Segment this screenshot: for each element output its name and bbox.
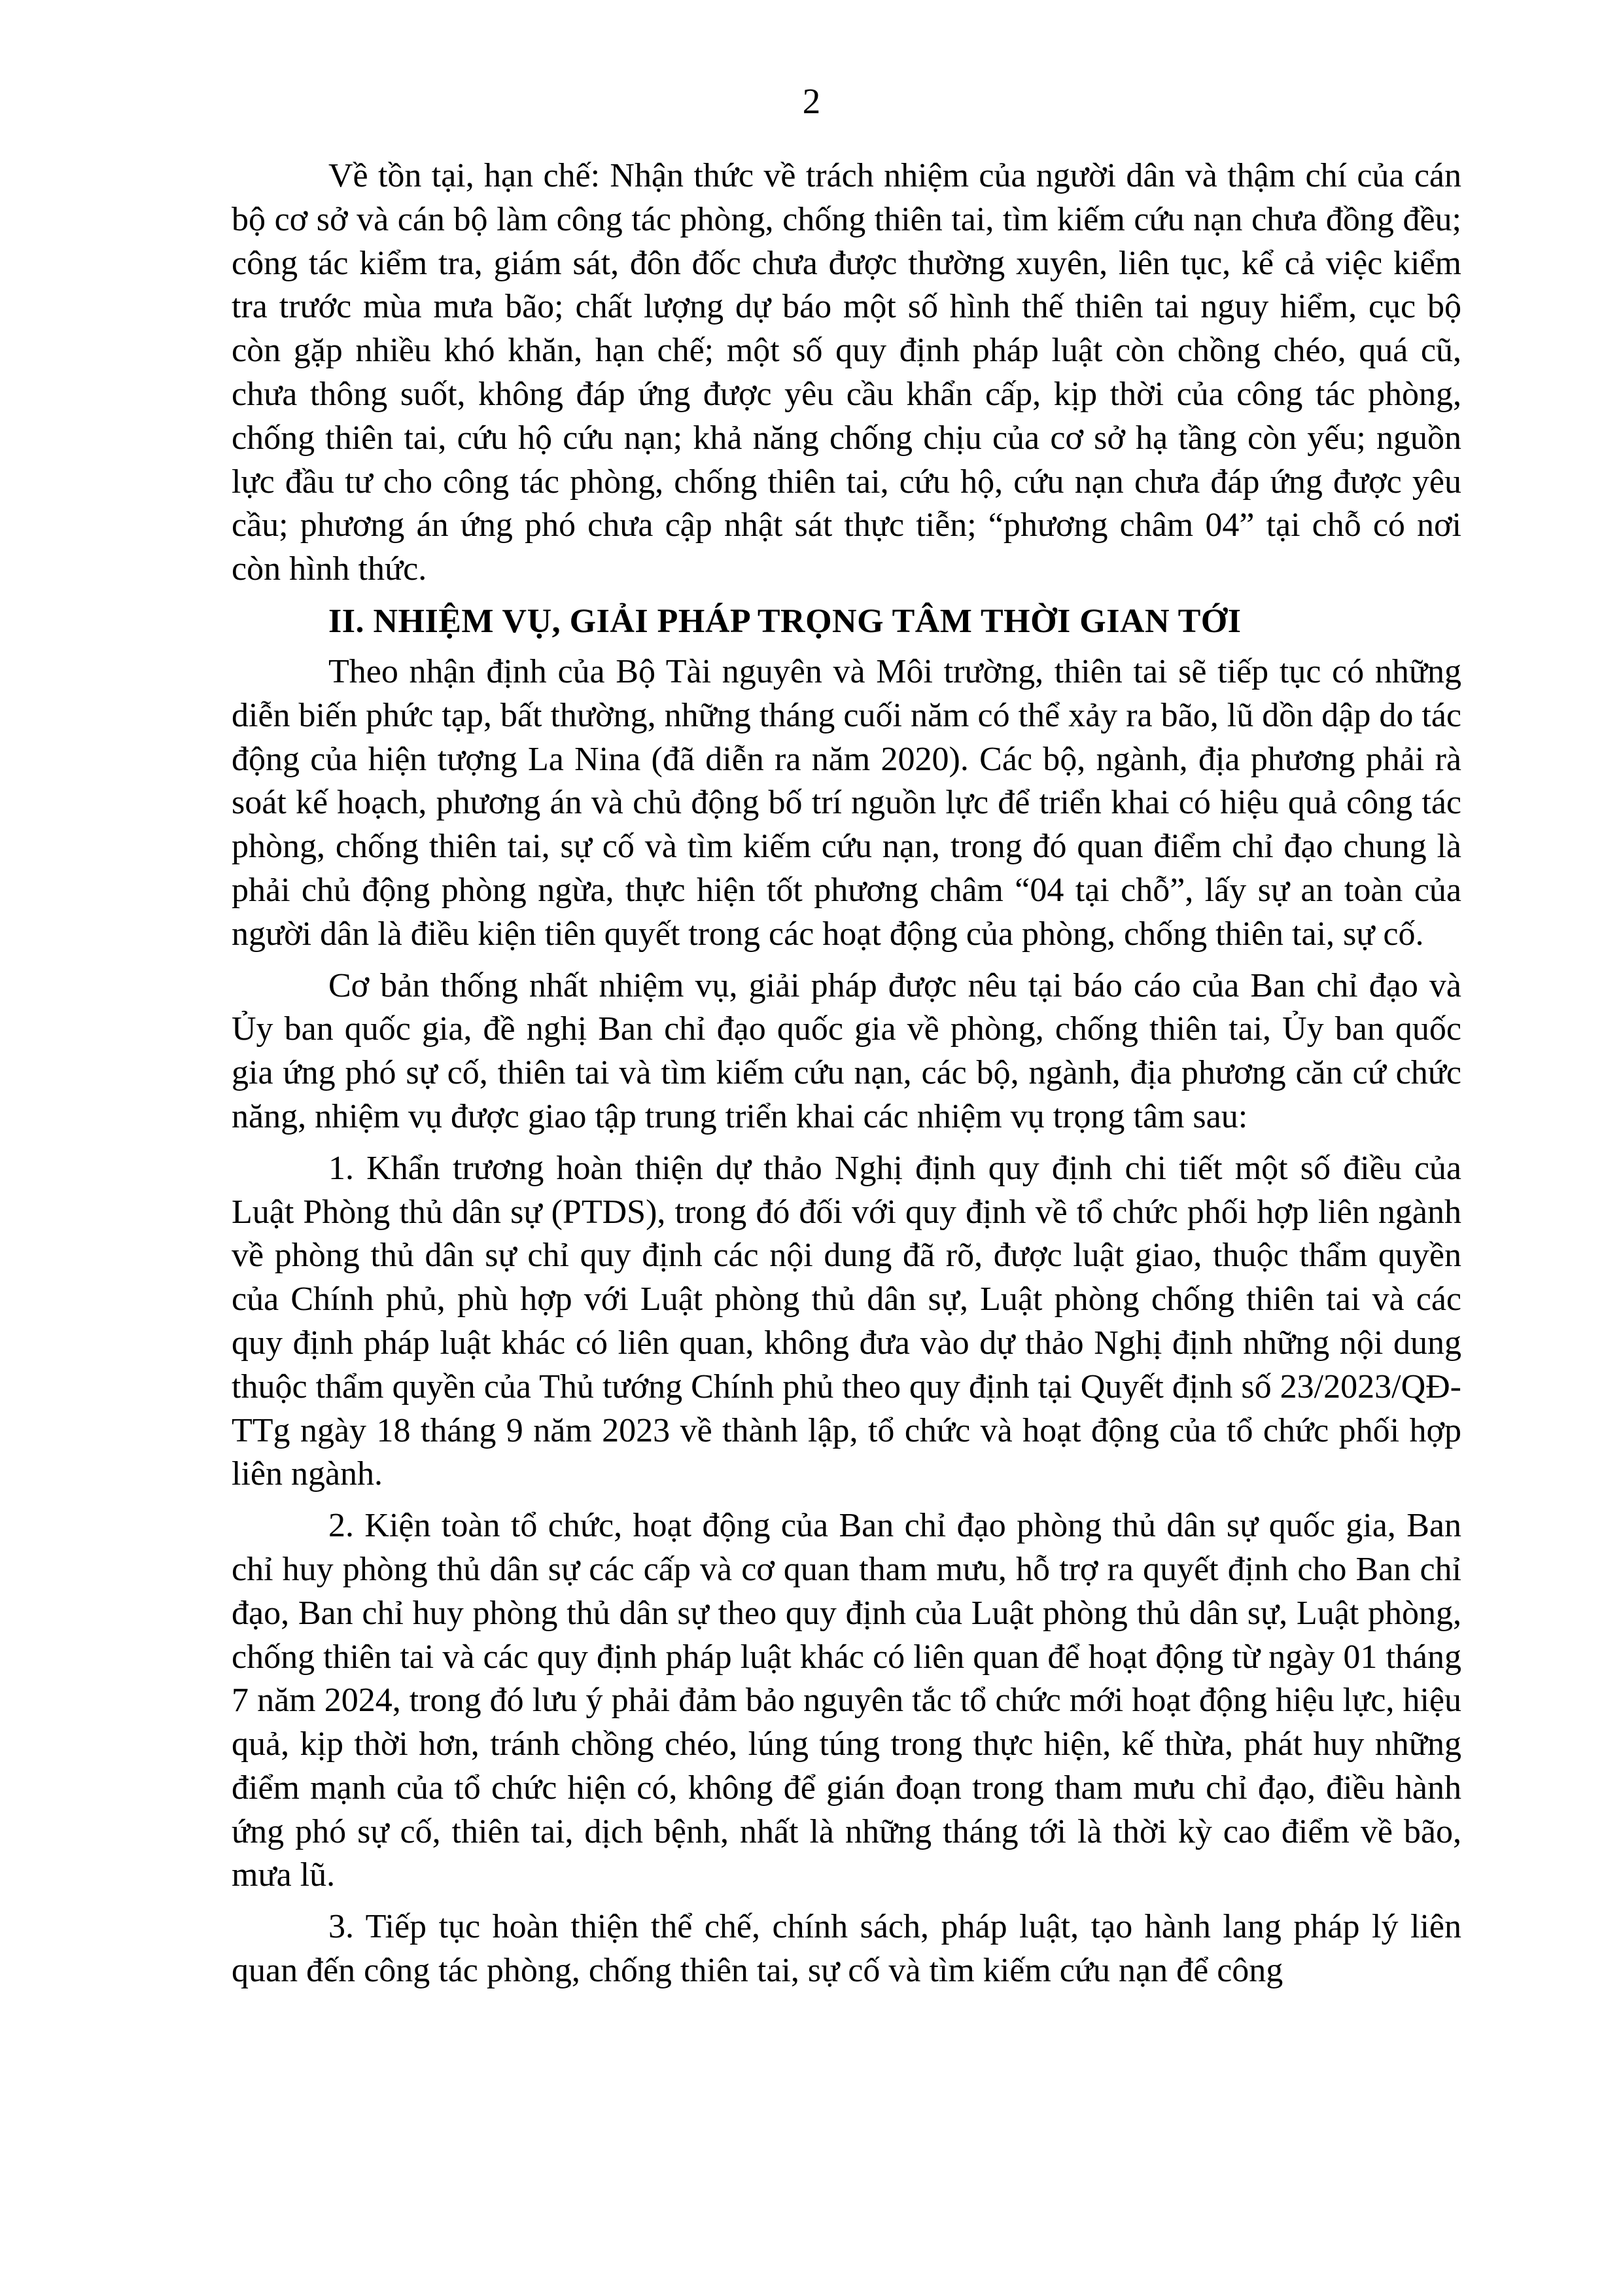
- paragraph-task-2: 2. Kiện toàn tổ chức, hoạt động của Ban chỉ đạo phòng thủ dân sự quốc gia, Ban chỉ huy phòng thủ dân sự các cấp và cơ quan tham mưu, hỗ trợ ra quyết định cho Ban chỉ đạo, Ban chỉ huy phòng thủ dân sự theo quy định của Luật phòng thủ dân sự, Luật phòng, chống thiên tai và các quy định pháp luật khác có liên quan để hoạt động từ ngày 01 tháng 7 năm 2024, trong đó lưu ý phải đảm bảo nguyên tắc tổ chức mới hoạt động hiệu lực, hiệu quả, kịp thời hơn, tránh chồng chéo, lúng túng trong thực hiện, kế thừa, phát huy những điểm mạnh của tổ chức hiện có, không để gián đoạn trong tham mưu chỉ đạo, điều hành ứng phó sự cố, thiên tai, dịch bệnh, nhất là những tháng tới là thời kỳ cao điểm về bão, mưa lũ.: [232, 1507, 1461, 1894]
- paragraph-forecast: Theo nhận định của Bộ Tài nguyên và Môi trường, thiên tai sẽ tiếp tục có những diễn biến phức tạp, bất thường, những tháng cuối năm có thể xảy ra bão, lũ dồn dập do tác động của hiện tượng La Nina (đã diễn ra năm 2020). Các bộ, ngành, địa phương phải rà soát kế hoạch, phương án và chủ động bố trí nguồn lực để triển khai có hiệu quả công tác phòng, chống thiên tai, sự cố và tìm kiếm cứu nạn, trong đó quan điểm chỉ đạo chung là phải chủ động phòng ngừa, thực hiện tốt phương châm “04 tại chỗ”, lấy sự an toàn của người dân là điều kiện tiên quyết trong các hoạt động của phòng, chống thiên tai, sự cố.: [232, 652, 1461, 953]
- paragraph-agreement: Cơ bản thống nhất nhiệm vụ, giải pháp được nêu tại báo cáo của Ban chỉ đạo và Ủy ban quốc gia, đề nghị Ban chỉ đạo quốc gia về phòng, chống thiên tai, Ủy ban quốc gia ứng phó sự cố, thiên tai và tìm kiếm cứu nạn, các bộ, ngành, địa phương căn cứ chức năng, nhiệm vụ được giao tập trung triển khai các nhiệm vụ trọng tâm sau:: [232, 966, 1461, 1135]
- page-number: 2: [802, 81, 821, 121]
- paragraph-task-1: 1. Khẩn trương hoàn thiện dự thảo Nghị định quy định chi tiết một số điều của Luật Phòng thủ dân sự (PTDS), trong đó đối với quy định về tổ chức phối hợp liên ngành về phòng thủ dân sự chỉ quy định các nội dung đã rõ, được luật giao, thuộc thẩm quyền của Chính phủ, phù hợp với Luật phòng thủ dân sự, Luật phòng chống thiên tai và các quy định pháp luật khác có liên quan, không đưa vào dự thảo Nghị định những nội dung thuộc thẩm quyền của Thủ tướng Chính phủ theo quy định tại Quyết định số 23/2023/QĐ-TTg ngày 18 tháng 9 năm 2023 về thành lập, tổ chức và hoạt động của tổ chức phối hợp liên ngành.: [232, 1149, 1461, 1493]
- document-body: [232, 154, 1461, 2001]
- paragraph-task-3: 3. Tiếp tục hoàn thiện thể chế, chính sách, pháp luật, tạo hành lang pháp lý liên quan đến công tác phòng, chống thiên tai, sự cố và tìm kiếm cứu nạn để công: [232, 1908, 1461, 1990]
- section-heading-tasks: II. NHIỆM VỤ, GIẢI PHÁP TRỌNG TÂM THỜI GIAN TỚI: [328, 602, 1242, 640]
- paragraph-limitations: Về tồn tại, hạn chế: Nhận thức về trách nhiệm của người dân và thậm chí của cán bộ cơ sở và cán bộ làm công tác phòng, chống thiên tai, tìm kiếm cứu nạn chưa đồng đều; công tác kiểm tra, giám sát, đôn đốc chưa được thường xuyên, liên tục, kể cả việc kiểm tra trước mùa mưa bão; chất lượng dự báo một số hình thế thiên tai nguy hiểm, cục bộ còn gặp nhiều khó khăn, hạn chế; một số quy định pháp luật còn chồng chéo, quá cũ, chưa thông suốt, không đáp ứng được yêu cầu khẩn cấp, kịp thời của công tác phòng, chống thiên tai, cứu hộ cứu nạn; khả năng chống chịu của cơ sở hạ tầng còn yếu; nguồn lực đầu tư cho công tác phòng, chống thiên tai, cứu hộ, cứu nạn chưa đáp ứng được yêu cầu; phương án ứng phó chưa cập nhật sát thực tiễn; “phương châm 04” tại chỗ có nơi còn hình thức.: [232, 157, 1461, 588]
